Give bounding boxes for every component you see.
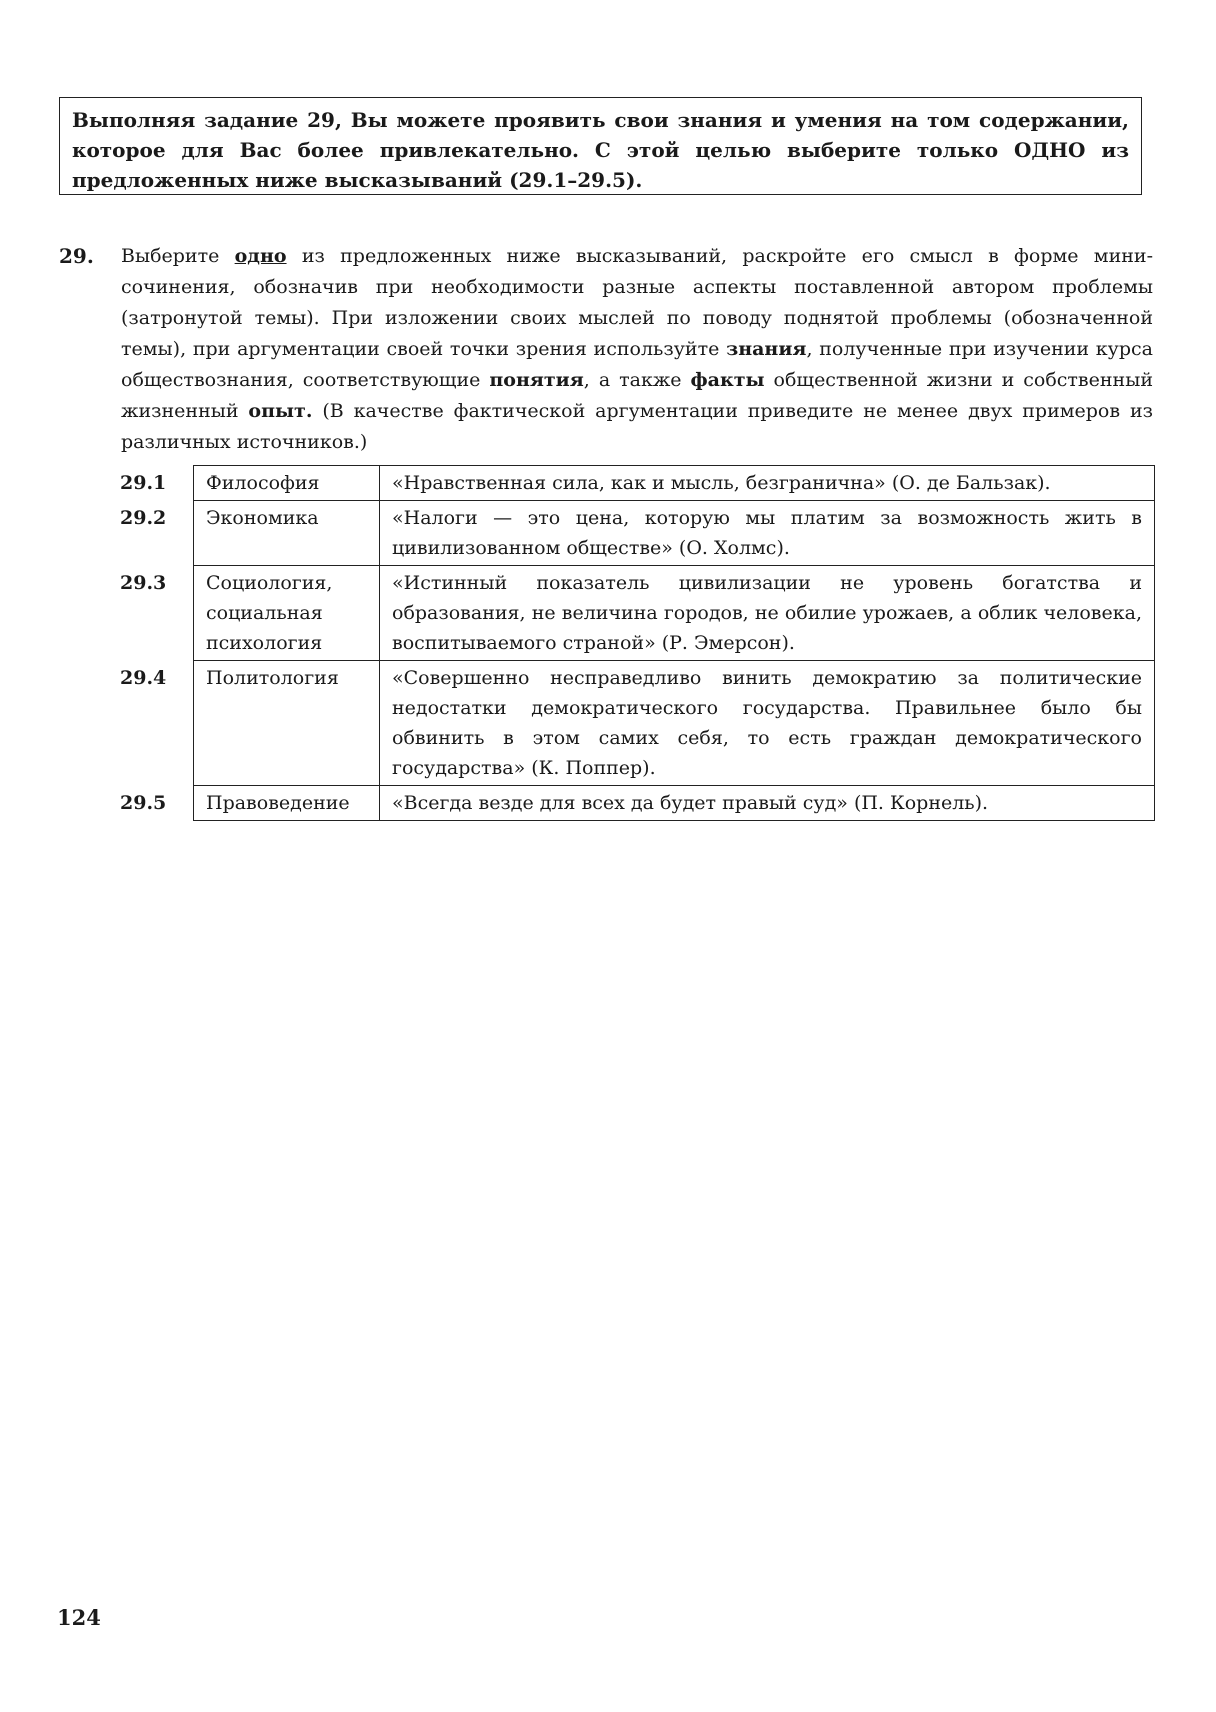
task-text-emphasis-knowledge: знания (726, 338, 807, 360)
table-row (110, 466, 1155, 501)
option-quote: «Истинный показатель цивилизации не уровень богатства и образования, не величина городов, не обилие урожаев, а облик человека, воспитываемого страной» (Р. Эмерсон). (380, 566, 1155, 661)
option-subject: Политология (194, 661, 380, 786)
table-row (110, 661, 1155, 786)
task-number: 29. (59, 244, 94, 268)
option-subject: Философия (194, 466, 380, 501)
task-text-part: , а также (583, 369, 691, 391)
task-text-part: , полученные при изучении курса обществознания, соответствующие (121, 338, 1153, 391)
task-text-part: (В качестве фактической аргументации приведите не менее двух примеров из различных источников.) (121, 400, 1153, 453)
option-number: 29.5 (120, 791, 167, 814)
task-text-emphasis-facts: факты (690, 369, 765, 391)
option-number: 29.1 (120, 471, 167, 494)
instruction-text: Выполняя задание 29, Вы можете проявить свои знания и умения на том содержании, которое для Вас более привлекательно. С этой целью выберите только ОДНО из предложенных ниже высказываний (29.1–29.5). (72, 108, 1129, 192)
task-text-emphasis-concepts: понятия (489, 369, 584, 391)
task-text-part: Выберите (121, 245, 235, 267)
task-text (121, 241, 1153, 458)
option-number: 29.4 (120, 666, 167, 689)
option-quote: «Нравственная сила, как и мысль, безгранична» (О. де Бальзак). (380, 466, 1155, 501)
option-quote: «Совершенно несправедливо винить демократию за политические недостатки демократического государства. Правильнее было бы обвинить в этом самих себя, то есть граждан демократического государства» (К. Поппер). (380, 661, 1155, 786)
task-text-part: из предложенных ниже высказываний, раскройте его смысл в форме мини-сочинения, обозначив при необходимости разные аспекты поставленной автором проблемы (затронутой темы). При изложении своих мыслей по поводу поднятой проблемы (обозначенной темы), при аргументации своей точки зрения используйте (121, 245, 1154, 360)
option-quote: «Всегда везде для всех да будет правый суд» (П. Корнель). (380, 786, 1155, 821)
task-text-emphasis-one: одно (234, 245, 287, 267)
table-row (110, 566, 1155, 661)
page-number: 124 (57, 1605, 101, 1630)
table-row (110, 501, 1155, 566)
option-subject: Правоведение (194, 786, 380, 821)
option-number: 29.2 (120, 506, 167, 529)
option-number: 29.3 (120, 571, 167, 594)
task-text-part: общественной жизни и собственный жизненный (121, 369, 1153, 422)
option-quote: «Налоги — это цена, которую мы платим за возможность жить в цивилизованном обществе» (О. Холмс). (380, 501, 1155, 566)
instruction-box (59, 97, 1142, 195)
option-subject: Социология, социальная психология (194, 566, 380, 661)
table-row (110, 786, 1155, 821)
task-text-emphasis-experience: опыт. (248, 400, 313, 422)
options-table (110, 465, 1155, 821)
option-subject: Экономика (194, 501, 380, 566)
